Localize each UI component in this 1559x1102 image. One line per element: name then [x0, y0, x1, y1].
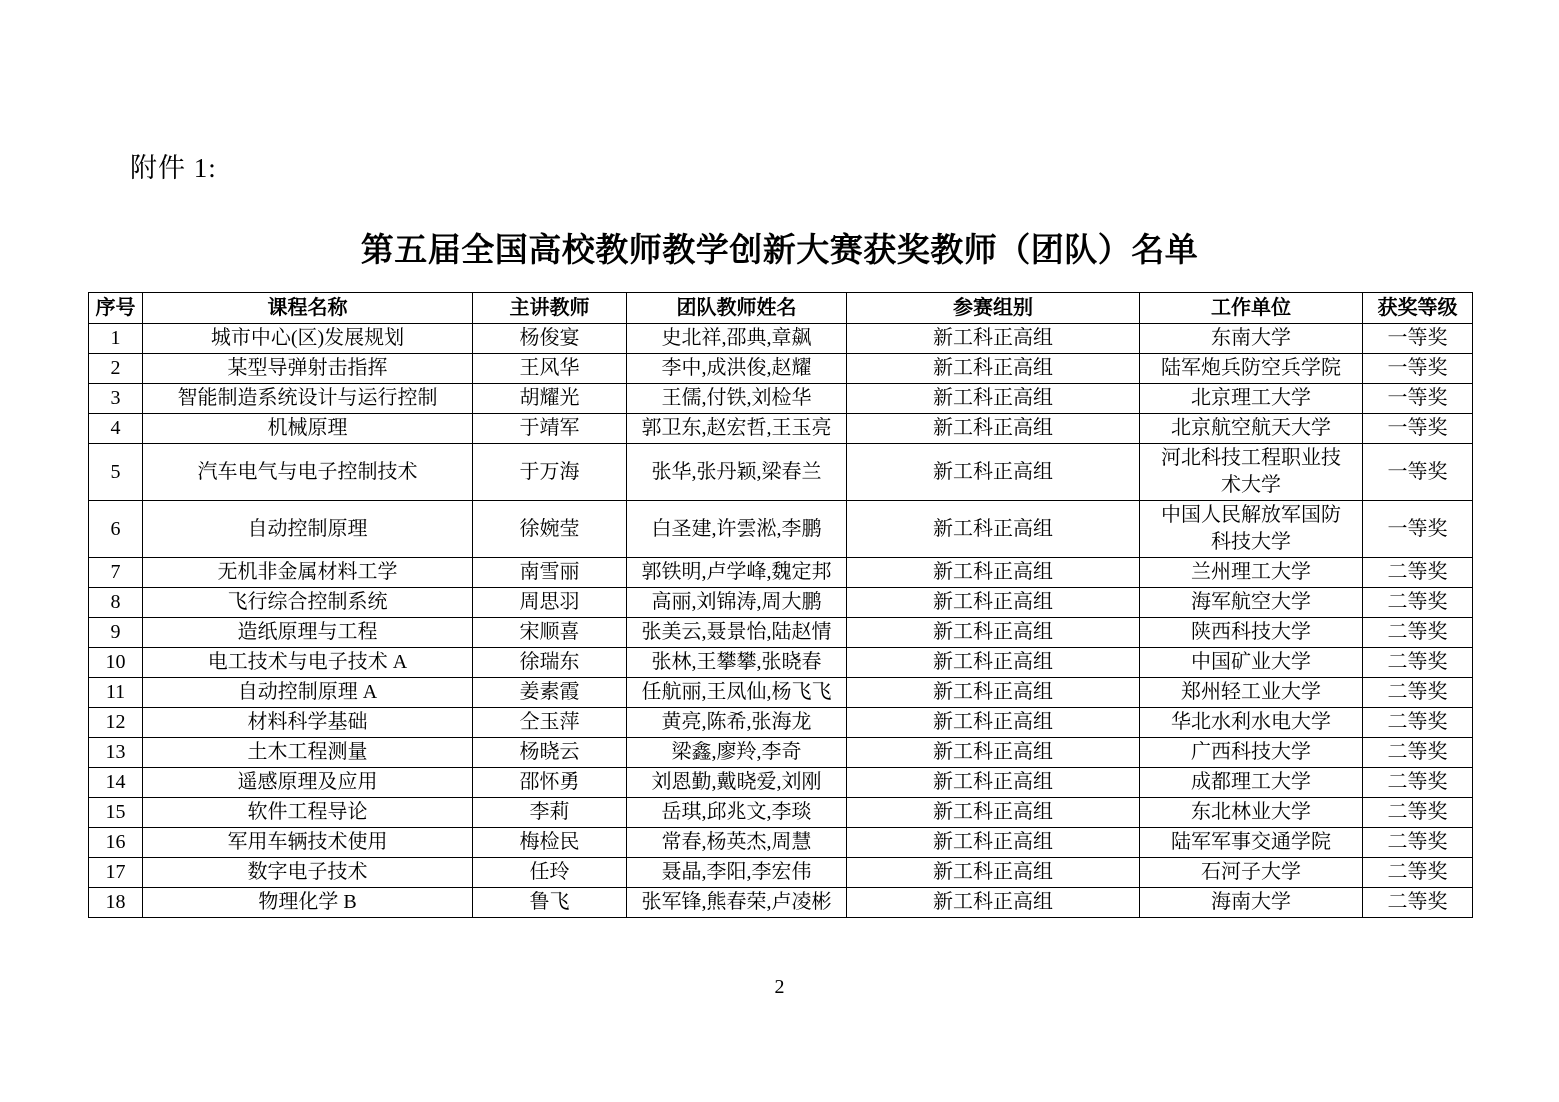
table-cell-unit: 陆军军事交通学院	[1140, 828, 1363, 858]
table-cell-unit: 华北水利水电大学	[1140, 708, 1363, 738]
table-cell-no: 5	[89, 444, 143, 501]
table-cell-award: 一等奖	[1363, 501, 1473, 558]
table-cell-team: 岳琪,邱兆文,李琰	[627, 798, 847, 828]
table-cell-team: 李中,成洪俊,赵耀	[627, 354, 847, 384]
table-cell-award: 二等奖	[1363, 858, 1473, 888]
table-cell-no: 14	[89, 768, 143, 798]
table-cell-lecturer: 于万海	[473, 444, 627, 501]
table-cell-lecturer: 宋顺喜	[473, 618, 627, 648]
page-number: 2	[774, 976, 785, 998]
table-row	[89, 354, 1473, 384]
table-cell-team: 王儒,付铁,刘检华	[627, 384, 847, 414]
table-cell-group: 新工科正高组	[847, 558, 1140, 588]
table-cell-course: 某型导弹射击指挥	[143, 354, 473, 384]
table-cell-team: 刘恩勤,戴晓爱,刘刚	[627, 768, 847, 798]
table-cell-team: 常春,杨英杰,周慧	[627, 828, 847, 858]
table-cell-unit: 北京理工大学	[1140, 384, 1363, 414]
table-row	[89, 888, 1473, 918]
table-row	[89, 618, 1473, 648]
table-cell-team: 张华,张丹颖,梁春兰	[627, 444, 847, 501]
table-row	[89, 324, 1473, 354]
table-row	[89, 501, 1473, 558]
table-cell-unit: 海南大学	[1140, 888, 1363, 918]
table-cell-no: 10	[89, 648, 143, 678]
table-cell-lecturer: 徐瑞东	[473, 648, 627, 678]
table-cell-no: 17	[89, 858, 143, 888]
table-cell-team: 张军锋,熊春荣,卢凌彬	[627, 888, 847, 918]
table-row	[89, 708, 1473, 738]
table-row	[89, 678, 1473, 708]
table-cell-team: 任航丽,王凤仙,杨飞飞	[627, 678, 847, 708]
table-row	[89, 558, 1473, 588]
table-cell-lecturer: 梅检民	[473, 828, 627, 858]
table-row	[89, 858, 1473, 888]
table-cell-award: 一等奖	[1363, 354, 1473, 384]
column-header-unit: 工作单位	[1140, 293, 1363, 324]
table-cell-unit: 陆军炮兵防空兵学院	[1140, 354, 1363, 384]
table-cell-team: 梁鑫,廖羚,李奇	[627, 738, 847, 768]
table-cell-lecturer: 于靖军	[473, 414, 627, 444]
table-cell-course: 造纸原理与工程	[143, 618, 473, 648]
table-cell-team: 白圣建,许雲淞,李鹏	[627, 501, 847, 558]
column-header-team: 团队教师姓名	[627, 293, 847, 324]
table-cell-course: 军用车辆技术使用	[143, 828, 473, 858]
table-cell-course: 无机非金属材料工学	[143, 558, 473, 588]
table-cell-course: 机械原理	[143, 414, 473, 444]
table-cell-award: 二等奖	[1363, 708, 1473, 738]
table-cell-course: 物理化学 B	[143, 888, 473, 918]
table-cell-award: 二等奖	[1363, 678, 1473, 708]
table-row	[89, 384, 1473, 414]
table-cell-group: 新工科正高组	[847, 648, 1140, 678]
table-cell-group: 新工科正高组	[847, 501, 1140, 558]
table-cell-group: 新工科正高组	[847, 858, 1140, 888]
table-cell-no: 9	[89, 618, 143, 648]
table-cell-group: 新工科正高组	[847, 618, 1140, 648]
table-cell-award: 二等奖	[1363, 558, 1473, 588]
table-cell-award: 二等奖	[1363, 888, 1473, 918]
table-cell-lecturer: 王风华	[473, 354, 627, 384]
table-cell-unit: 东北林业大学	[1140, 798, 1363, 828]
table-cell-award: 二等奖	[1363, 798, 1473, 828]
table-cell-course: 智能制造系统设计与运行控制	[143, 384, 473, 414]
table-row	[89, 768, 1473, 798]
table-cell-course: 飞行综合控制系统	[143, 588, 473, 618]
table-cell-lecturer: 鲁飞	[473, 888, 627, 918]
table-cell-course: 数字电子技术	[143, 858, 473, 888]
table-cell-group: 新工科正高组	[847, 888, 1140, 918]
table-row	[89, 738, 1473, 768]
table-cell-course: 遥感原理及应用	[143, 768, 473, 798]
table-cell-award: 二等奖	[1363, 828, 1473, 858]
column-header-course: 课程名称	[143, 293, 473, 324]
column-header-lecturer: 主讲教师	[473, 293, 627, 324]
table-cell-team: 高丽,刘锦涛,周大鹏	[627, 588, 847, 618]
column-header-group: 参赛组别	[847, 293, 1140, 324]
table-row	[89, 444, 1473, 501]
table-cell-unit: 广西科技大学	[1140, 738, 1363, 768]
table-cell-lecturer: 邵怀勇	[473, 768, 627, 798]
table-cell-lecturer: 胡耀光	[473, 384, 627, 414]
table-cell-group: 新工科正高组	[847, 798, 1140, 828]
table-cell-award: 二等奖	[1363, 618, 1473, 648]
table-cell-course: 土木工程测量	[143, 738, 473, 768]
table-cell-award: 一等奖	[1363, 414, 1473, 444]
table-cell-award: 一等奖	[1363, 384, 1473, 414]
table-cell-unit: 兰州理工大学	[1140, 558, 1363, 588]
table-cell-course: 材料科学基础	[143, 708, 473, 738]
table-cell-group: 新工科正高组	[847, 384, 1140, 414]
table-header	[89, 293, 1473, 324]
table-cell-no: 1	[89, 324, 143, 354]
table-cell-no: 4	[89, 414, 143, 444]
table-cell-unit: 北京航空航天大学	[1140, 414, 1363, 444]
table-cell-lecturer: 南雪丽	[473, 558, 627, 588]
table-cell-lecturer: 杨晓云	[473, 738, 627, 768]
table-cell-unit: 中国矿业大学	[1140, 648, 1363, 678]
table-cell-no: 11	[89, 678, 143, 708]
table-cell-unit: 海军航空大学	[1140, 588, 1363, 618]
table-cell-course: 城市中心(区)发展规划	[143, 324, 473, 354]
table-cell-group: 新工科正高组	[847, 738, 1140, 768]
table-cell-no: 2	[89, 354, 143, 384]
table-cell-unit: 陕西科技大学	[1140, 618, 1363, 648]
table-cell-course: 电工技术与电子技术 A	[143, 648, 473, 678]
table-cell-lecturer: 姜素霞	[473, 678, 627, 708]
awards-table-body	[89, 324, 1473, 918]
table-cell-unit: 成都理工大学	[1140, 768, 1363, 798]
table-cell-team: 张美云,聂景怡,陆赵情	[627, 618, 847, 648]
table-cell-unit: 中国人民解放军国防科技大学	[1140, 501, 1363, 558]
table-cell-lecturer: 徐婉莹	[473, 501, 627, 558]
table-cell-group: 新工科正高组	[847, 828, 1140, 858]
table-cell-group: 新工科正高组	[847, 354, 1140, 384]
table-cell-no: 7	[89, 558, 143, 588]
table-cell-team: 黄亮,陈希,张海龙	[627, 708, 847, 738]
table-cell-group: 新工科正高组	[847, 414, 1140, 444]
table-row	[89, 828, 1473, 858]
table-cell-unit: 东南大学	[1140, 324, 1363, 354]
table-row	[89, 414, 1473, 444]
table-cell-award: 二等奖	[1363, 768, 1473, 798]
table-cell-group: 新工科正高组	[847, 588, 1140, 618]
table-cell-lecturer: 任玲	[473, 858, 627, 888]
table-cell-no: 16	[89, 828, 143, 858]
table-cell-group: 新工科正高组	[847, 444, 1140, 501]
column-header-award: 获奖等级	[1363, 293, 1473, 324]
table-row	[89, 798, 1473, 828]
document-title: 第五届全国高校教师教学创新大赛获奖教师（团队）名单	[360, 233, 1199, 269]
table-cell-lecturer: 李莉	[473, 798, 627, 828]
table-header-row	[89, 293, 1473, 324]
table-cell-award: 一等奖	[1363, 444, 1473, 501]
table-cell-group: 新工科正高组	[847, 678, 1140, 708]
column-header-no: 序号	[89, 293, 143, 324]
table-cell-no: 12	[89, 708, 143, 738]
table-cell-group: 新工科正高组	[847, 324, 1140, 354]
table-cell-no: 13	[89, 738, 143, 768]
attachment-label: 附件 1:	[130, 153, 217, 183]
table-cell-award: 二等奖	[1363, 588, 1473, 618]
table-cell-no: 8	[89, 588, 143, 618]
table-row	[89, 588, 1473, 618]
table-cell-no: 3	[89, 384, 143, 414]
table-cell-unit: 郑州轻工业大学	[1140, 678, 1363, 708]
table-cell-team: 史北祥,邵典,章飙	[627, 324, 847, 354]
table-cell-award: 二等奖	[1363, 738, 1473, 768]
table-cell-unit: 石河子大学	[1140, 858, 1363, 888]
table-cell-lecturer: 周思羽	[473, 588, 627, 618]
table-cell-course: 自动控制原理 A	[143, 678, 473, 708]
awards-table	[88, 292, 1473, 918]
table-cell-group: 新工科正高组	[847, 708, 1140, 738]
table-cell-lecturer: 仝玉萍	[473, 708, 627, 738]
table-row	[89, 648, 1473, 678]
table-cell-unit: 河北科技工程职业技术大学	[1140, 444, 1363, 501]
table-cell-team: 聂晶,李阳,李宏伟	[627, 858, 847, 888]
table-cell-course: 自动控制原理	[143, 501, 473, 558]
table-cell-course: 软件工程导论	[143, 798, 473, 828]
table-cell-award: 一等奖	[1363, 324, 1473, 354]
table-cell-team: 张林,王攀攀,张晓春	[627, 648, 847, 678]
table-cell-no: 18	[89, 888, 143, 918]
table-cell-team: 郭铁明,卢学峰,魏定邦	[627, 558, 847, 588]
table-cell-course: 汽车电气与电子控制技术	[143, 444, 473, 501]
table-cell-no: 6	[89, 501, 143, 558]
table-cell-group: 新工科正高组	[847, 768, 1140, 798]
table-cell-lecturer: 杨俊宴	[473, 324, 627, 354]
table-cell-team: 郭卫东,赵宏哲,王玉亮	[627, 414, 847, 444]
table-cell-no: 15	[89, 798, 143, 828]
table-cell-award: 二等奖	[1363, 648, 1473, 678]
